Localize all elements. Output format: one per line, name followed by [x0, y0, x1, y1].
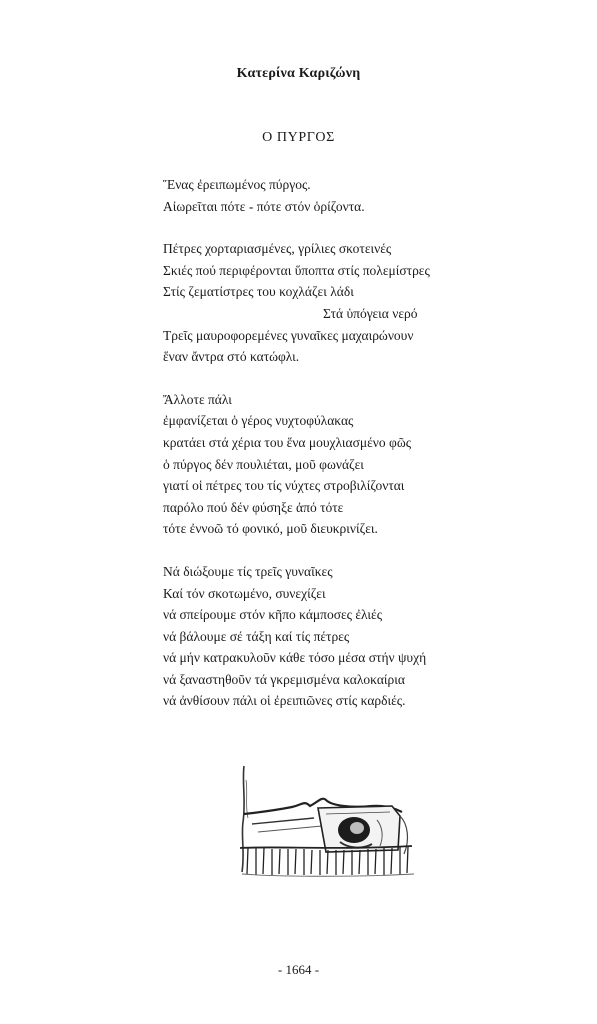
poem-line: νά μήν κατρακυλοῦν κάθε τόσο μέσα στήν ψυχή: [163, 650, 427, 666]
poem-line: νά σπείρουμε στόν κῆπο κάμποσες ἐλιές: [163, 607, 383, 623]
poem-line: Ἕνας ἐρειπωμένος πύργος.: [163, 177, 311, 192]
poem-line: τότε ἐννοῶ τό φονικό, μοῦ διευκρινίζει.: [163, 521, 378, 537]
poem-line: ἐμφανίζεται ὁ γέρος νυχτοφύλακας: [163, 413, 354, 429]
poem-line: ἕναν ἄντρα στό κατώφλι.: [163, 349, 300, 365]
poem-line: νά ἀνθίσουν πάλι οἱ ἐρειπιῶνες στίς καρδιές.: [163, 693, 406, 709]
poem-line: ὁ πύργος δέν πουλιέται, μοῦ φωνάζει: [163, 456, 364, 472]
poem-title: Ο ΠΥΡΓΟΣ: [262, 130, 335, 145]
stanza: [163, 238, 493, 368]
poem-line: νά ξαναστηθοῦν τά γκρεμισμένα καλοκαίρια: [163, 671, 405, 687]
poem-line: Στά ὑπόγεια νερό: [323, 305, 418, 321]
page-number: - 1664 -: [277, 962, 320, 977]
poem-line: Στίς ζεματίστρες του κοχλάζει λάδι: [163, 284, 354, 300]
tower-ink-drawing: [222, 762, 432, 882]
poem-line: παρόλο πού δέν φύσηξε ἀπό τότε: [163, 499, 344, 515]
poem-line: Πέτρες χορταριασμένες, γρίλιες σκοτεινές: [163, 241, 392, 257]
ink-sketch-illustration: [222, 762, 432, 882]
poem-line: γιατί οἱ πέτρες του τίς νύχτες στροβιλίζονται: [163, 478, 405, 494]
stanza: [163, 561, 493, 712]
poem-line: Τρεῖς μαυροφορεμένες γυναῖκες μαχαιρώνουν: [163, 327, 414, 343]
poem-body: [163, 174, 493, 733]
author-name: Κατερίνα Καριζώνη: [236, 66, 361, 81]
stanza: [163, 174, 493, 217]
poem-line: Σκιές πού περιφέρονται ὕποπτα στίς πολεμίστρες: [163, 262, 430, 278]
stanza: [163, 389, 493, 540]
poem-line: κρατάει στά χέρια του ἕνα μουχλιασμένο φῶς: [163, 434, 412, 450]
poem-line: Ἄλλοτε πάλι: [163, 391, 232, 407]
poem-line: Νά διώξουμε τίς τρεῖς γυναῖκες: [163, 563, 333, 579]
poem-line: Καί τόν σκοτωμένο, συνεχίζει: [163, 585, 326, 601]
poem-line: Αἰωρεῖται πότε - πότε στόν ὁρίζοντα.: [163, 198, 365, 214]
poem-line: νά βάλουμε σέ τάξη καί τίς πέτρες: [163, 628, 350, 644]
